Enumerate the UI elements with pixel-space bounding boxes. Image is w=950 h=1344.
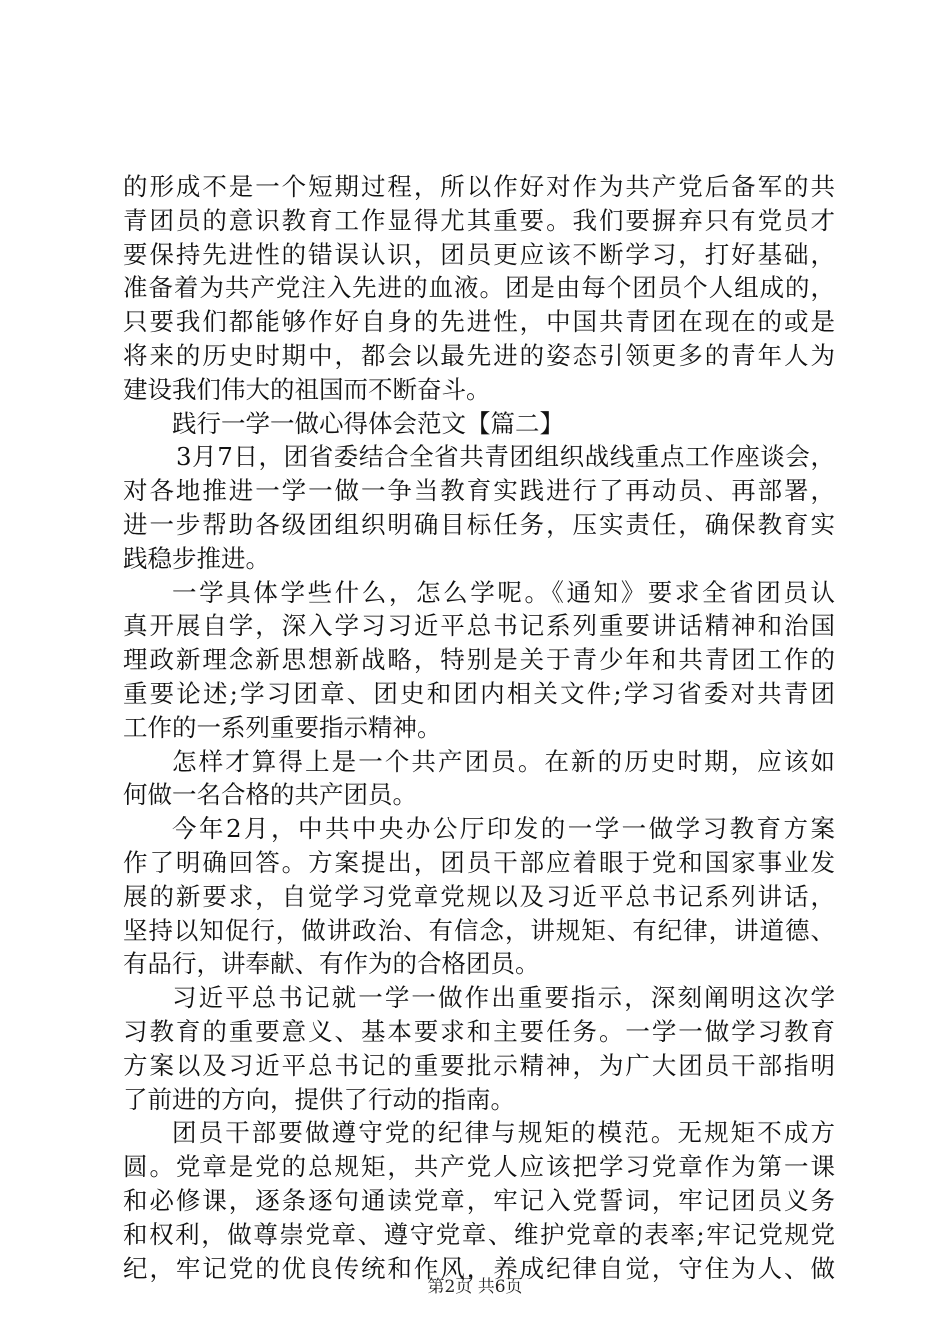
text-line: 工作的一系列重要指示精神。 xyxy=(123,712,442,742)
text-line: 团员干部要做遵守党的纪律与规矩的模范。无规矩不成方 xyxy=(172,1118,835,1148)
text-line: 践稳步推进。 xyxy=(123,543,270,573)
text-line: 的形成不是一个短期过程，所以作好对作为共产党后备军的共 xyxy=(123,172,835,201)
text-line: 青团员的意识教育工作显得尤其重要。我们要摒弃只有党员才 xyxy=(123,205,835,235)
text-line: 坚持以知促行，做讲政治、有信念，讲规矩、有纪律，讲道德、 xyxy=(123,915,835,945)
text-line: 今年2月，中共中央办公厅印发的一学一做学习教育方案 xyxy=(172,814,835,844)
page-number-footer: 第2页 共6页 xyxy=(427,1277,523,1297)
text-line: 要保持先进性的错误认识，团员更应该不断学习，打好基础， xyxy=(123,239,835,269)
text-line: 习近平总书记就一学一做作出重要指示，深刻阐明这次学 xyxy=(172,983,835,1013)
text-line: 准备着为共产党注入先进的血液。团是由每个团员个人组成的， xyxy=(123,273,835,303)
section-heading: 践行一学一做心得体会范文【篇二】 xyxy=(172,408,564,438)
text-line: 了前进的方向，提供了行动的指南。 xyxy=(123,1084,515,1114)
text-line: 建设我们伟大的祖国而不断奋斗。 xyxy=(123,374,491,404)
text-line: 将来的历史时期中，都会以最先进的姿态引领更多的青年人为 xyxy=(123,340,835,370)
text-line: 理政新理念新思想新战略，特别是关于青少年和共青团工作的 xyxy=(123,645,835,675)
text-line: 习教育的重要意义、基本要求和主要任务。一学一做学习教育 xyxy=(123,1016,835,1046)
text-line: 对各地推进一学一做一争当教育实践进行了再动员、再部署， xyxy=(123,476,835,506)
text-line: 作了明确回答。方案提出，团员干部应着眼于党和国家事业发 xyxy=(123,847,835,877)
text-line: 一学具体学些什么，怎么学呢。《通知》要求全省团员认 xyxy=(172,577,835,607)
text-line: 怎样才算得上是一个共产团员。在新的历史时期，应该如 xyxy=(172,746,835,776)
text-line: 何做一名合格的共产团员。 xyxy=(123,780,417,810)
text-line: 真开展自学，深入学习习近平总书记系列重要讲话精神和治国 xyxy=(123,611,835,641)
text-line: 只要我们都能够作好自身的先进性，中国共青团在现在的或是 xyxy=(123,307,835,337)
text-line: 重要论述;学习团章、团史和团内相关文件;学习省委对共青团 xyxy=(123,678,835,708)
text-line: 纪，牢记党的优良传统和作风，养成纪律自觉，守住为人、做 xyxy=(123,1253,835,1283)
text-line: 方案以及习近平总书记的重要批示精神，为广大团员干部指明 xyxy=(123,1050,835,1080)
text-line: 和必修课，逐条逐句通读党章，牢记入党誓词，牢记团员义务 xyxy=(123,1185,835,1215)
text-line: 3月7日，团省委结合全省共青团组织战线重点工作座谈会， xyxy=(176,442,835,472)
text-line: 展的新要求，自觉学习党章党规以及习近平总书记系列讲话， xyxy=(123,881,835,911)
text-line: 有品行，讲奉献、有作为的合格团员。 xyxy=(123,949,540,979)
text-line: 和权利，做尊崇党章、遵守党章、维护党章的表率;牢记党规党 xyxy=(123,1219,835,1249)
text-line: 圆。党章是党的总规矩，共产党人应该把学习党章作为第一课 xyxy=(123,1152,835,1182)
text-line: 进一步帮助各级团组织明确目标任务，压实责任，确保教育实 xyxy=(123,509,835,539)
document-body xyxy=(123,170,835,1285)
